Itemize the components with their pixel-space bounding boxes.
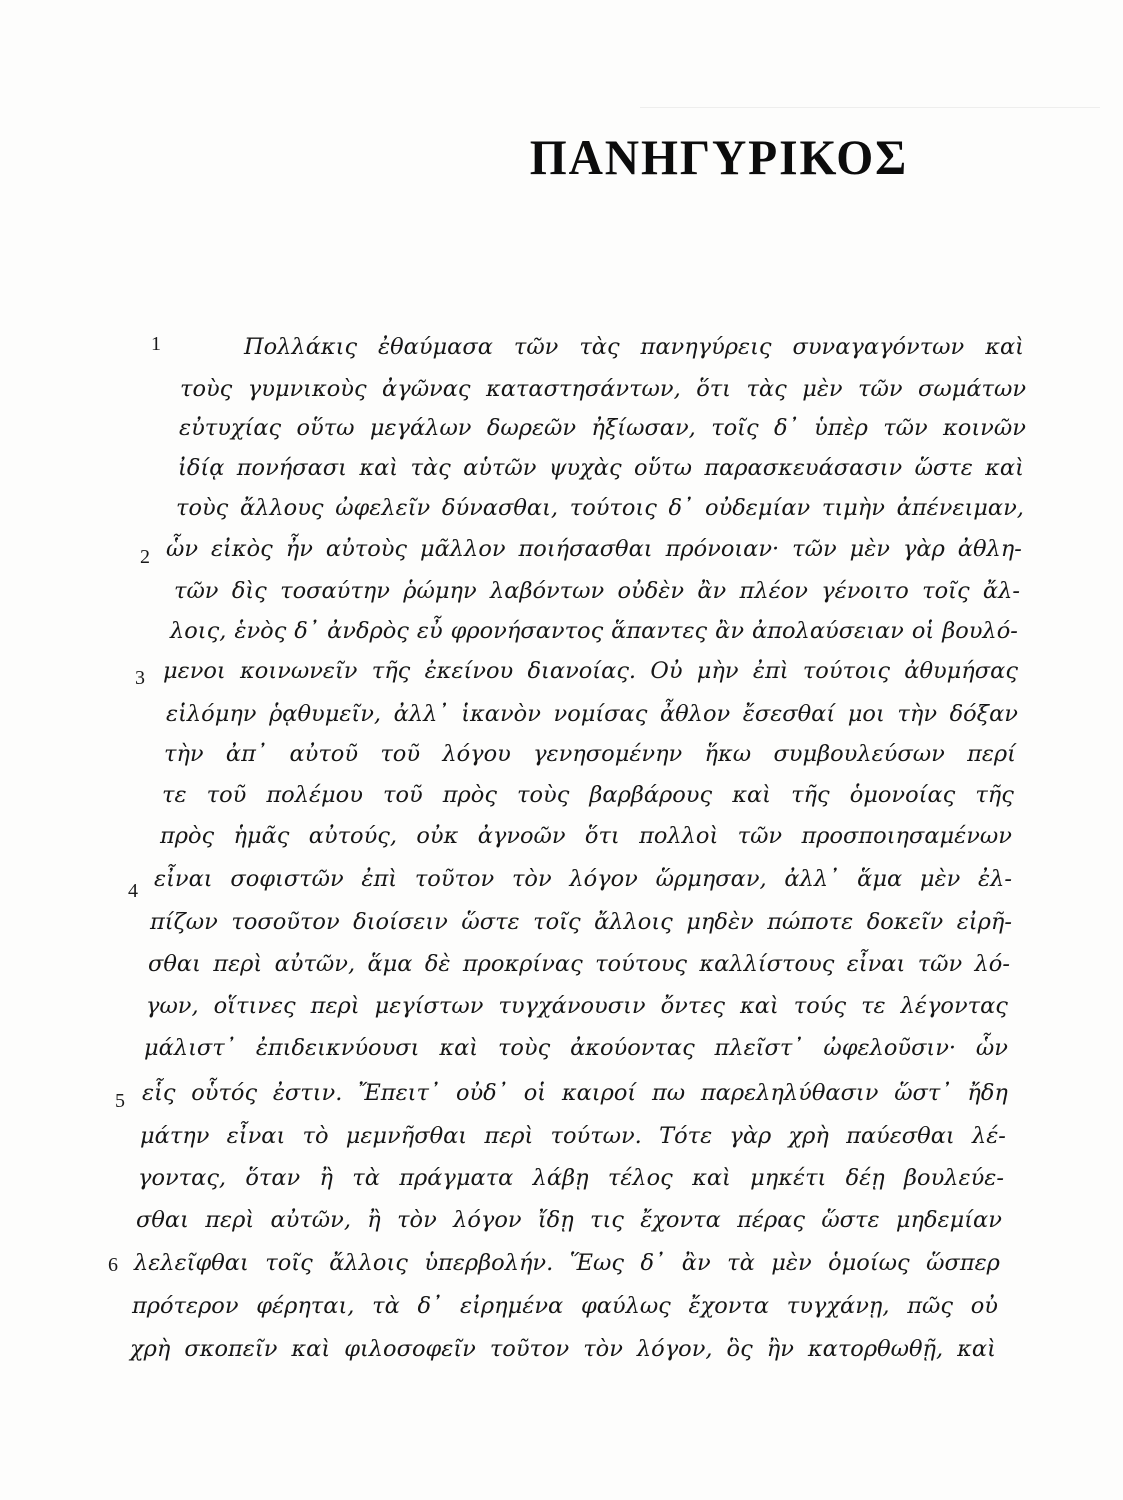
text-line: γοντας, ὅταν ἢ τὰ πράγματα λάβῃ τέλος καὶ μηκέτι δέῃ βουλεύε- (138, 1165, 1004, 1191)
text-line: τοὺς ἄλλους ὠφελεῖν δύνασθαι, τούτοις δ᾽ οὐδεμίαν τιμὴν ἀπένειμαν, (176, 495, 1024, 521)
text-line: σθαι περὶ αὐτῶν, ἅμα δὲ προκρίνας τούτους καλλίστους εἶναι τῶν λό- (148, 951, 1010, 977)
text-line: εἶναι σοφιστῶν ἐπὶ τοῦτον τὸν λόγον ὥρμησαν, ἀλλ᾽ ἅμα μὲν ἐλ- (154, 866, 1012, 892)
text-line: πρότερον φέρηται, τὰ δ᾽ εἰρημένα φαύλως ἔχοντα τυγχάνῃ, πῶς οὐ (132, 1293, 998, 1319)
text-line: ὧν εἰκὸς ἦν αὐτοὺς μᾶλλον ποιήσασθαι πρόνοιαν· τῶν μὲν γὰρ ἀθλη- (166, 536, 1022, 562)
text-line: γων, οἵτινες περὶ μεγίστων τυγχάνουσιν ὄντες καὶ τούς τε λέγοντας (146, 993, 1008, 1019)
text-line: μάτην εἶναι τὸ μεμνῆσθαι περὶ τούτων. Τότε γὰρ χρὴ παύεσθαι λέ- (140, 1123, 1006, 1149)
text-line: εἷς οὗτός ἐστιν. Ἔπειτ᾽ οὐδ᾽ οἱ καιροί πω παρεληλύθασιν ὥστ᾽ ἤδη (142, 1080, 1008, 1106)
text-line: πρὸς ἡμᾶς αὐτούς, οὐκ ἀγνοῶν ὅτι πολλοὶ τῶν προσποιησαμένων (160, 823, 1012, 849)
text-line: λοις, ἑνὸς δ᾽ ἀνδρὸς εὖ φρονήσαντος ἅπαντες ἂν ἀπολαύσειαν οἱ βουλό- (170, 618, 1018, 644)
text-line: πίζων τοσοῦτον διοίσειν ὥστε τοῖς ἄλλοις μηδὲν πώποτε δοκεῖν εἰρῆ- (150, 909, 1012, 935)
text-line: χρὴ σκοπεῖν καὶ φιλοσοφεῖν τοῦτον τὸν λόγον, ὃς ἢν κατορθωθῇ, καὶ (130, 1336, 996, 1362)
section-number: 4 (128, 880, 138, 902)
text-line: τοὺς γυμνικοὺς ἀγῶνας καταστησάντων, ὅτι τὰς μὲν τῶν σωμάτων (180, 376, 1026, 402)
section-number: 2 (140, 546, 150, 568)
page-title: ΠΑΝΗΓΥΡΙΚΟΣ (529, 129, 909, 185)
section-number: 5 (115, 1090, 125, 1112)
text-line: ἰδίᾳ πονήσασι καὶ τὰς αὑτῶν ψυχὰς οὕτω παρασκευάσασιν ὥστε καὶ (178, 455, 1024, 481)
section-number: 6 (108, 1254, 118, 1276)
text-line: μενοι κοινωνεῖν τῆς ἐκείνου διανοίας. Οὐ μὴν ἐπὶ τούτοις ἀθυμήσας (163, 658, 1018, 684)
text-line: σθαι περὶ αὐτῶν, ἢ τὸν λόγον ἴδῃ τις ἔχοντα πέρας ὥστε μηδεμίαν (136, 1207, 1002, 1233)
text-line: Πολλάκις ἐθαύμασα τῶν τὰς πανηγύρεις συναγαγόντων καὶ (244, 334, 1024, 360)
text-line: μάλιστ᾽ ἐπιδεικνύουσι καὶ τοὺς ἀκούοντας πλεῖστ᾽ ὠφελοῦσιν· ὧν (144, 1035, 1008, 1061)
text-line: τὴν ἀπ᾽ αὐτοῦ τοῦ λόγου γενησομένην ἥκω συμβουλεύσων περί (164, 741, 1016, 767)
section-number: 1 (151, 333, 161, 355)
text-line: λελεῖφθαι τοῖς ἄλλοις ὑπερβολήν. Ἕως δ᾽ ἂν τὰ μὲν ὁμοίως ὥσπερ (134, 1250, 1000, 1276)
text-line: εὐτυχίας οὕτω μεγάλων δωρεῶν ἠξίωσαν, τοῖς δ᾽ ὑπὲρ τῶν κοινῶν (179, 415, 1026, 441)
bleed-through-texture (140, 70, 1100, 418)
text-line: εἱλόμην ῥᾳθυμεῖν, ἀλλ᾽ ἱκανὸν νομίσας ἆθλον ἔσεσθαί μοι τὴν δόξαν (166, 701, 1018, 727)
text-line: τῶν δὶς τοσαύτην ῥώμην λαβόντων οὐδὲν ἂν πλέον γένοιτο τοῖς ἄλ- (174, 578, 1020, 604)
section-number: 3 (135, 667, 145, 689)
text-line: τε τοῦ πολέμου τοῦ πρὸς τοὺς βαρβάρους καὶ τῆς ὁμονοίας τῆς (162, 782, 1014, 808)
